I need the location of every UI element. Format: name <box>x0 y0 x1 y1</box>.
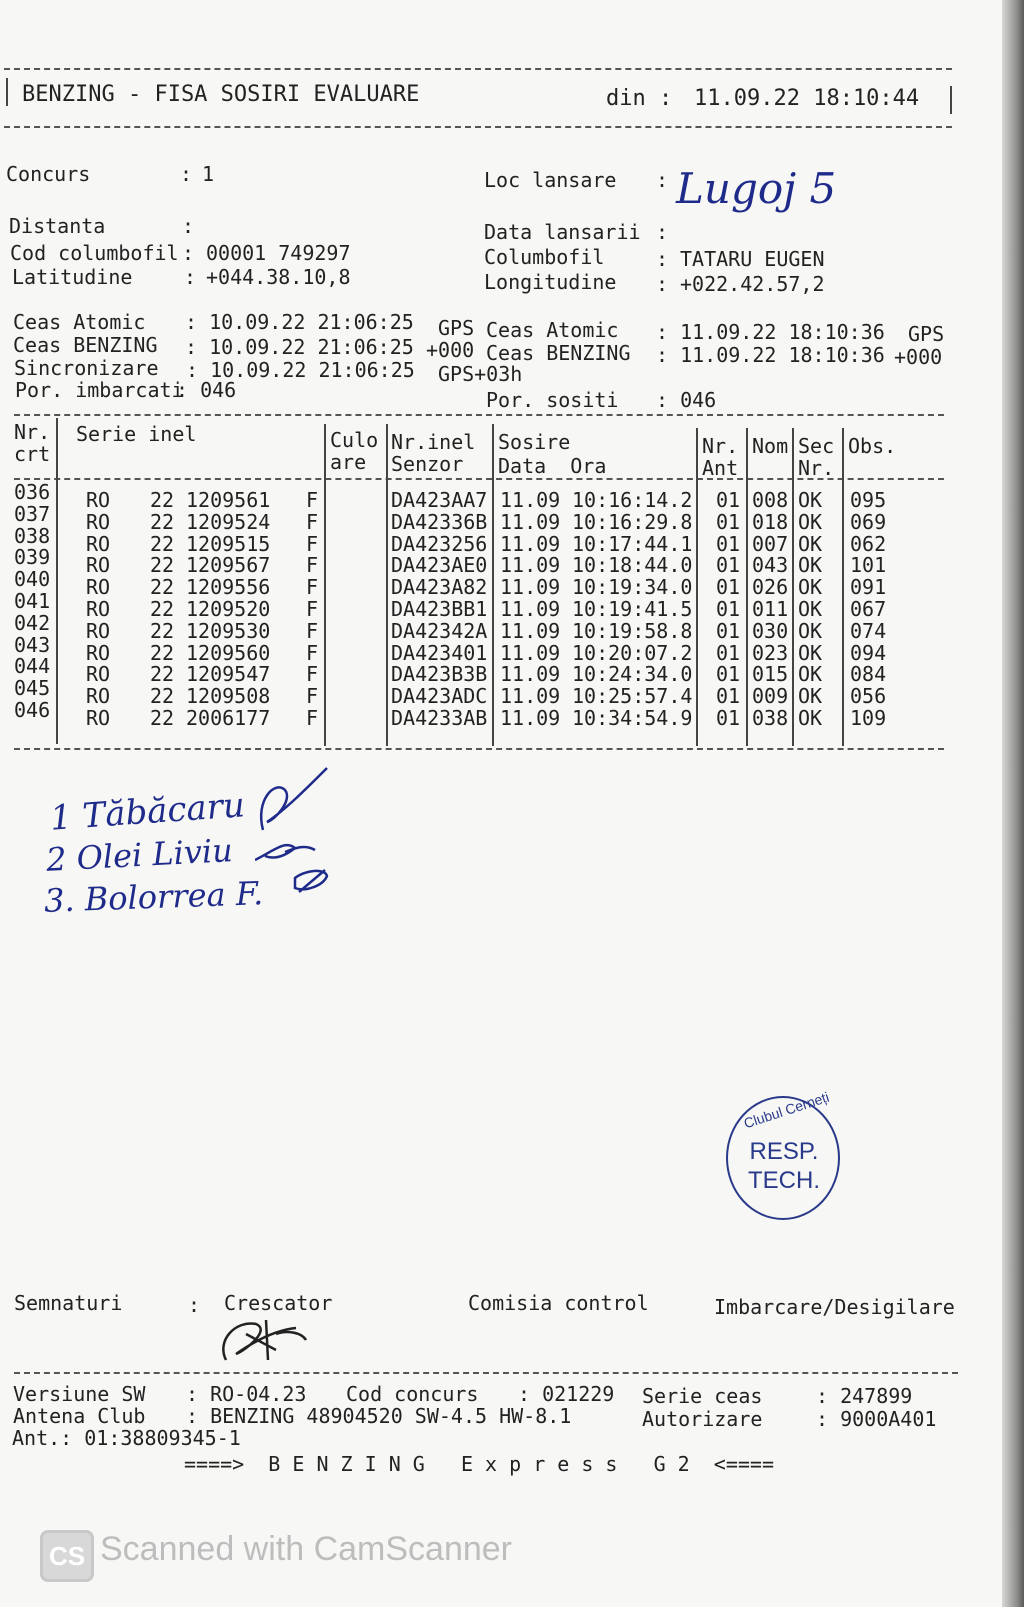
imbarcare-label: Imbarcare/Desigilare <box>714 1295 955 1319</box>
cell-ora: 10:19:34.0 <box>572 575 693 600</box>
club-stamp <box>726 1088 840 1220</box>
por-sositi-label: Por. sositi <box>486 388 619 412</box>
ceas-benzing-left-label: Ceas BENZING <box>13 333 158 357</box>
handwritten-name-1: 1 Tăbăcaru <box>48 785 247 839</box>
concurs-value: 1 <box>202 162 215 186</box>
cell-tara: RO <box>86 618 111 643</box>
cell-obs: 091 <box>850 575 887 600</box>
semnaturi-label: Semnaturi <box>14 1291 123 1315</box>
cell-inel: 1209508 <box>186 684 271 709</box>
cell-crt: 046 <box>14 698 51 722</box>
header-senzor: Senzor <box>391 452 464 476</box>
serie-ceas-value: : 247899 <box>816 1384 913 1408</box>
cell-sec: OK <box>798 531 823 556</box>
cell-ora: 10:19:41.5 <box>572 597 693 621</box>
columbofil-label: Columbofil <box>484 245 605 269</box>
cell-an: 22 <box>150 575 175 600</box>
cell-ora: 10:34:54.9 <box>572 706 693 730</box>
col-sep-3 <box>386 424 388 746</box>
ceas-benzing-right-label: Ceas BENZING <box>486 341 631 365</box>
cell-nom: 018 <box>752 509 789 534</box>
cell-inel: 1209561 <box>186 488 271 512</box>
cell-sex: F <box>306 575 319 600</box>
cell-sex: F <box>306 618 319 643</box>
cell-inel: 1209567 <box>186 553 271 578</box>
cell-an: 22 <box>150 684 175 709</box>
cell-sex: F <box>306 488 319 512</box>
cell-sex: F <box>306 640 319 665</box>
cell-obs: 069 <box>850 509 887 534</box>
columbofil-sep: : <box>656 247 669 271</box>
cell-senzor: DA423ADC <box>391 684 488 709</box>
cell-sec: OK <box>798 684 823 709</box>
antena-club-label: Antena Club <box>13 1404 146 1428</box>
cell-sec: OK <box>798 553 823 578</box>
cell-tara: RO <box>86 553 111 578</box>
ceas-atomic-left-label: Ceas Atomic <box>13 310 146 334</box>
cell-sec: OK <box>798 597 823 621</box>
crescator-signature <box>216 1310 316 1370</box>
comisia-label: Comisia control <box>468 1291 649 1315</box>
cell-tara: RO <box>86 509 111 534</box>
cell-ora: 10:20:07.2 <box>572 640 693 665</box>
header-nr-ant-1: Nr. <box>702 434 739 458</box>
por-imbarcati-label: Por. imbarcati <box>15 378 184 402</box>
cell-sex: F <box>306 531 319 556</box>
cell-senzor: DA42342A <box>391 618 488 643</box>
cell-crt: 036 <box>14 480 51 504</box>
cell-data: 11.09 <box>500 706 561 730</box>
handwritten-name-3: 3. Bolorrea F. <box>43 874 264 920</box>
cell-sex: F <box>306 662 319 687</box>
cell-inel: 1209520 <box>186 597 271 621</box>
cell-senzor: DA423401 <box>391 640 488 665</box>
header-crt: crt <box>14 442 51 466</box>
cell-tara: RO <box>86 684 111 709</box>
cell-nom: 009 <box>752 684 789 709</box>
header-nr-inel: Nr.inel <box>391 430 476 454</box>
longitudine-sep: : <box>656 272 669 296</box>
cell-data: 11.09 <box>500 531 561 556</box>
cell-tara: RO <box>86 662 111 687</box>
cell-tara: RO <box>86 488 111 512</box>
cell-senzor: DA423B3B <box>391 662 488 687</box>
table-top-border <box>14 414 944 416</box>
cell-senzor: DA423256 <box>391 531 488 556</box>
cell-nom: 043 <box>752 553 789 578</box>
cell-sex: F <box>306 553 319 578</box>
page-edge-shadow <box>1002 0 1024 1607</box>
distanta-label: Distanta <box>9 214 106 238</box>
data-lansarii-label: Data lansarii <box>484 220 641 244</box>
ceas-atomic-left-value: : 10.09.22 21:06:25 <box>185 310 414 334</box>
antena-club-value: : BENZING 48904520 SW-4.5 HW-8.1 <box>186 1404 572 1428</box>
cell-ora: 10:25:57.4 <box>572 684 693 709</box>
header-nom: Nom <box>752 434 789 458</box>
cell-crt: 042 <box>14 610 51 635</box>
cell-data: 11.09 <box>500 553 561 578</box>
cell-obs: 062 <box>850 531 887 556</box>
stamp-arc-text: Clubul Cerneți <box>741 1088 832 1132</box>
title-left-border <box>6 78 8 106</box>
cell-nom: 007 <box>752 531 789 556</box>
cell-data: 11.09 <box>500 575 561 600</box>
cell-senzor: DA423AA7 <box>391 488 488 512</box>
cell-tara: RO <box>86 640 111 665</box>
cell-tara: RO <box>86 706 111 730</box>
cell-ant: 01 <box>716 553 741 578</box>
stamp-line-2: TECH. <box>748 1166 820 1194</box>
cell-crt: 045 <box>14 676 51 701</box>
ceas-atomic-right-value: : 11.09.22 18:10:36 <box>656 320 885 344</box>
sincronizare-label: Sincronizare <box>14 356 159 380</box>
latitudine-value: +044.38.10,8 <box>206 265 351 289</box>
cell-an: 22 <box>150 706 175 730</box>
cod-columbofil-sep: : <box>182 241 195 265</box>
cell-sec: OK <box>798 618 823 643</box>
longitudine-label: Longitudine <box>484 270 617 294</box>
cell-obs: 056 <box>850 684 887 709</box>
versiune-sw-value: : RO-04.23 <box>186 1382 307 1406</box>
cell-senzor: DA42336B <box>391 509 488 534</box>
header-are: are <box>330 450 367 474</box>
crescator-label: Crescator <box>224 1291 333 1315</box>
cell-obs: 067 <box>850 597 887 621</box>
cell-obs: 094 <box>850 640 887 665</box>
cell-sex: F <box>306 597 319 621</box>
latitudine-sep: : <box>184 265 197 289</box>
cell-data: 11.09 <box>500 618 561 643</box>
cell-inel: 1209530 <box>186 618 271 643</box>
cell-crt: 043 <box>14 632 51 657</box>
cell-data: 11.09 <box>500 640 561 665</box>
cell-an: 22 <box>150 597 175 621</box>
cod-columbofil-label: Cod columbofil <box>10 241 179 265</box>
concurs-label: Concurs <box>6 162 91 186</box>
footer-top-border <box>14 1372 958 1374</box>
col-sep-1 <box>56 418 58 744</box>
por-sositi-value: : 046 <box>656 388 717 412</box>
loc-lansare-sep: : <box>656 168 669 192</box>
ceas-atomic-right-label: Ceas Atomic <box>486 318 619 342</box>
document-title: BENZING - FISA SOSIRI EVALUARE <box>22 82 420 107</box>
autorizare-label: Autorizare <box>642 1407 763 1431</box>
header-sosire: Sosire <box>498 430 571 454</box>
header-nr: Nr. <box>14 420 51 444</box>
cell-ant: 01 <box>716 640 741 665</box>
handwritten-initials <box>255 760 345 910</box>
cell-crt: 044 <box>14 654 51 679</box>
benzing-express-banner: ====> B E N Z I N G E x p r e s s G 2 <==== <box>184 1452 775 1476</box>
cell-sec: OK <box>798 706 823 730</box>
cell-sec: OK <box>798 640 823 665</box>
col-sep-7 <box>792 428 794 746</box>
cell-data: 11.09 <box>500 662 561 687</box>
ceas-benzing-right-value: : 11.09.22 18:10:36 <box>656 343 885 367</box>
col-sep-5 <box>696 428 698 746</box>
cell-crt: 037 <box>14 501 51 526</box>
cell-ora: 10:24:34.0 <box>572 662 693 687</box>
cell-nom: 023 <box>752 640 789 665</box>
cell-crt: 038 <box>14 523 51 548</box>
cell-crt: 041 <box>14 589 51 613</box>
cell-nom: 026 <box>752 575 789 600</box>
autorizare-value: : 9000A401 <box>816 1407 937 1431</box>
por-imbarcati-value: : 046 <box>176 378 237 402</box>
cell-ant: 01 <box>716 684 741 709</box>
cell-crt: 039 <box>14 545 51 570</box>
cell-inel: 2006177 <box>186 706 271 730</box>
cell-sex: F <box>306 684 319 709</box>
cell-an: 22 <box>150 662 175 687</box>
cell-sec: OK <box>798 488 823 512</box>
header-nr-ant-2: Ant <box>702 456 739 480</box>
distanta-sep: : <box>182 214 195 238</box>
cell-tara: RO <box>86 575 111 600</box>
cell-obs: 095 <box>850 488 887 512</box>
cell-ant: 01 <box>716 618 741 643</box>
ceas-benzing-left-value: : 10.09.22 21:06:25 <box>185 335 414 359</box>
cell-data: 11.09 <box>500 684 561 709</box>
cell-tara: RO <box>86 531 111 556</box>
versiune-sw-label: Versiune SW <box>13 1382 146 1406</box>
header-culo: Culo <box>330 428 379 452</box>
cell-data: 11.09 <box>500 488 561 512</box>
ceas-atomic-left-suffix: GPS <box>438 316 475 340</box>
cell-ant: 01 <box>716 662 741 687</box>
ceas-benzing-right-suffix: +000 <box>894 345 943 369</box>
col-sep-6 <box>746 428 748 746</box>
cell-data: 11.09 <box>500 597 561 621</box>
table-bottom-border <box>14 748 944 750</box>
cell-nom: 030 <box>752 618 789 643</box>
cell-ora: 10:19:58.8 <box>572 618 693 643</box>
stamp-main-text <box>748 1138 820 1196</box>
header-serie-inel: Serie inel <box>76 422 197 446</box>
cell-sex: F <box>306 706 319 730</box>
cod-concurs-value: : 021229 <box>518 1382 615 1406</box>
camscanner-logo-icon: CS <box>40 1530 94 1582</box>
concurs-sep: : <box>180 162 193 186</box>
antena-id: Ant.: 01:38809345-1 <box>12 1426 241 1450</box>
cell-inel: 1209547 <box>186 662 271 687</box>
latitudine-label: Latitudine <box>12 265 133 289</box>
cell-an: 22 <box>150 509 175 534</box>
camscanner-watermark: Scanned with CamScanner <box>100 1530 513 1568</box>
col-sep-8 <box>842 428 844 746</box>
header-sec: Sec <box>798 434 835 458</box>
sincronizare-suffix: GPS+03h <box>438 362 523 386</box>
cell-ant: 01 <box>716 531 741 556</box>
cell-nom: 038 <box>752 706 789 730</box>
serie-ceas-label: Serie ceas <box>642 1384 763 1408</box>
cell-senzor: DA423A82 <box>391 575 488 600</box>
cod-concurs-label: Cod concurs <box>346 1382 479 1406</box>
title-top-border <box>4 68 952 70</box>
cell-inel: 1209524 <box>186 509 271 534</box>
cell-sec: OK <box>798 575 823 600</box>
cell-an: 22 <box>150 640 175 665</box>
cell-obs: 074 <box>850 618 887 643</box>
cell-data: 11.09 <box>500 509 561 534</box>
cell-an: 22 <box>150 488 175 512</box>
cell-nom: 015 <box>752 662 789 687</box>
cell-ant: 01 <box>716 509 741 534</box>
header-data-ora: Data Ora <box>498 454 607 478</box>
cell-senzor: DA423BB1 <box>391 597 488 621</box>
cell-inel: 1209556 <box>186 575 271 600</box>
cell-tara: RO <box>86 597 111 621</box>
cell-an: 22 <box>150 618 175 643</box>
cell-ant: 01 <box>716 488 741 512</box>
handwritten-loc-lansare: Lugoj 5 <box>676 164 837 213</box>
din-label: din : <box>606 86 673 111</box>
cell-obs: 084 <box>850 662 887 687</box>
header-sec-nr: Nr. <box>798 456 835 480</box>
cell-ora: 10:16:29.8 <box>572 509 693 534</box>
ceas-benzing-left-suffix: +000 <box>426 338 475 362</box>
cell-an: 22 <box>150 553 175 578</box>
loc-lansare-label: Loc lansare <box>484 168 617 192</box>
header-obs: Obs. <box>848 434 897 458</box>
title-right-border <box>950 86 952 114</box>
cell-sec: OK <box>798 662 823 687</box>
semnaturi-sep: : <box>188 1293 201 1317</box>
col-sep-2 <box>324 424 326 746</box>
ceas-atomic-right-suffix: GPS <box>908 322 945 346</box>
columbofil-value: TATARU EUGEN <box>680 247 825 271</box>
title-bottom-border <box>4 126 952 128</box>
cell-nom: 008 <box>752 488 789 512</box>
cell-ora: 10:17:44.1 <box>572 531 693 556</box>
handwritten-name-2: 2 Olei Liviu <box>45 831 234 879</box>
cod-columbofil-value: 00001 749297 <box>206 241 351 265</box>
cell-ant: 01 <box>716 597 741 621</box>
stamp-line-1: RESP. <box>749 1138 819 1165</box>
din-value: 11.09.22 18:10:44 <box>694 86 920 111</box>
longitudine-value: +022.42.57,2 <box>680 272 825 296</box>
col-sep-4 <box>492 424 494 746</box>
cell-sec: OK <box>798 509 823 534</box>
cell-crt: 040 <box>14 567 51 592</box>
cell-obs: 109 <box>850 706 887 730</box>
cell-inel: 1209515 <box>186 531 271 556</box>
cell-ant: 01 <box>716 706 741 730</box>
cell-obs: 101 <box>850 553 887 578</box>
cell-senzor: DA423AE0 <box>391 553 488 578</box>
cell-senzor: DA4233AB <box>391 706 488 730</box>
cell-nom: 011 <box>752 597 789 621</box>
data-lansarii-sep: : <box>656 220 669 244</box>
sincronizare-value: : 10.09.22 21:06:25 <box>186 358 415 382</box>
cell-ora: 10:18:44.0 <box>572 553 693 578</box>
cell-ora: 10:16:14.2 <box>572 488 693 512</box>
cell-inel: 1209560 <box>186 640 271 665</box>
cell-ant: 01 <box>716 575 741 600</box>
cell-an: 22 <box>150 531 175 556</box>
cell-sex: F <box>306 509 319 534</box>
